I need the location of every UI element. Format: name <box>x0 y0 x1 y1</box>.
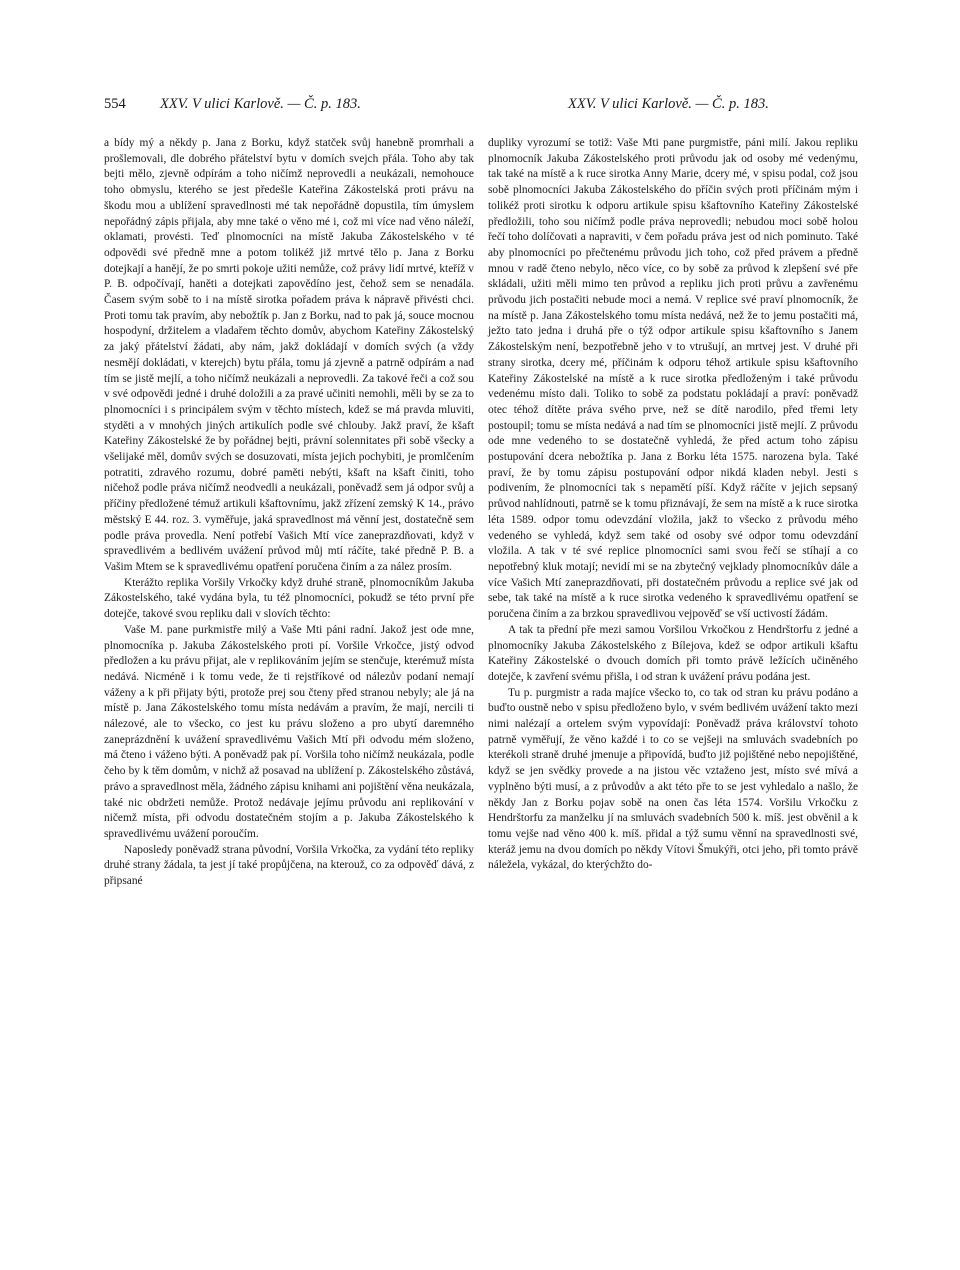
page-number: 554 <box>104 96 126 112</box>
left-column <box>104 136 474 890</box>
right-column <box>488 136 858 874</box>
running-head-left: XXV. V ulici Karlově. — Č. p. 183. <box>160 96 361 112</box>
running-head-right: XXV. V ulici Karlově. — Č. p. 183. <box>568 96 769 112</box>
paragraph: Tu p. purgmistr a rada majíce všecko to, co tak od stran ku právu podáno a buďto oustně nebo v spisu předloženo bylo, v svém bedlivém uvážení takto mezi nimi nalézají a ortelem svým vypovídají: Poněvadž práva království tohoto patrně vyměřují, že věno každé i to co se vejšeji na smluvách svadebních po kterékoli straně druhé jmenuje a připovídá, buďto již pojištěné nebo nepojištěné, když se jen svědky provede a na jistou věc vztaženo jest, místo své mívá a vyplněno býti musí, a z průvodův a akt této pře to se jest vyhledalo a našlo, že někdy Jan z Borku pojav sobě na onen čas léta 1574. Voršilu Vrkočku z Hendrštorfu za manželku jí na smluvách svadebních 500 k. míš. jest obvěnil a k tomu vejše nad věno 400 k. míš. přidal a týž sumu věnní na spravedlnosti své, kteráž jemu na dvou domích po někdy Vítovi Šmukýři, otci jeho, při tomto právě náležela, vykázal, do kterýchžto do- <box>488 686 858 872</box>
paragraph: Naposledy poněvadž strana původní, Voršila Vrkočka, za vydání této repliky druhé strany žádala, ta jest jí také propůjčena, na kterouž, co za odpověď dává, z připsané <box>104 843 474 888</box>
paragraph: Kterážto replika Voršily Vrkočky když druhé straně, plnomocníkům Jakuba Zákostelského, také vydána byla, tu též plnomocníci, pokudž se této první pře dotejče, takové svou repliku dali v slovích těchto: <box>104 576 474 621</box>
paragraph: dupliky vyrozumí se totiž: Vaše Mti pane purgmistře, páni milí. Jakou repliku plnomocník Jakuba Zákostelského proti průvodu jak od osoby mé vedenýmu, tak také na místě a k ruce sirotka Anny Marie, dcery mé, v spisu podal, což jsou sobě plnomocníci Jakuba Zákostelského do příčin svých proti příčinám mým i tolikéž proti sirotku k odporu artikule spisu kšaftovního Kateřiny Zákostelské předložili, toho sou ničímž podle práva neprovedli; nebudou moci sobě holou řečí toho dolíčovati a napraviti, v čem pořadu práva jest od nich pominuto. Také aby plnomocníci po přečtenému průvodu jich toho, což před právem a předně mnou v radě čteno nebylo, něco více, co by sobě za průvod k zlepšení své pře skládali, užiti měli mimo ten průvod a repliku jich proti průvu a zavřenému průvodu jich postačiti nebude moci a nemá. V replice své praví plnomocník, že na místě p. Jana Zákostelského tomu místa nedává, než že to jemu postačiti má, ježto tato jedna i druhá pře o týž odpor artikule spisu kšaftovního s Janem Zákostelským není, bezpotřebně jeho v to vtrušují, an mrtvej jest. V druhé při strany sirotka, dcery mé, příčinám k odporu téhož artikule spisu kšaftovního Kateřiny Zákostelské na místě a k ruce sirotka předloženým i také průvodu vedenému místo dali. Toliko to sobě za podstatu pokládají a praví: poněvadž otec téhož dítěte práva svého prve, než se dítě narodilo, před třemi lety postoupil; tomu se místa nedává a nad tím se plnomocníci jistě mejlí. Z průvodu ode mne vedeného to se dostatečně vyhledá, že před actum toho zápisu postupování dcera nebožtíka p. Jana z Borku léta 1575. narozena byla. Také praví, že by tomu zápisu postupování odpor nikdá kladen nebyl. Jesti s podivením, že plnomocníci tak s nepamětí píší. Když ráčíte v jejich sepsaný průvod nahlídnouti, patrně se k tomu přiznávají, že sem na místě a k ruce sirotka léta 1589. odpor tomu odevzdání vložila, jakž to všecko z průvodu mého vedeného se vyhledá, když sem také od osoby své odpor tomu odevzdání vložila. A tak v té své replice plnomocníci sami svou řečí se stíhají a co nepotřebný kluk motají; nevidí mi se na zbytečný vejklady plnomocníkův dále a více Vašich Mtí zaneprazdňovati, při dostatečném průvodu a replice své jak od sebe, tak také na místě a k ruce sirotka vedeného k spravedlivému opatření se poručena činím a za brzkou spravedlivou vejpověď se vší uctivostí žádám. <box>488 137 858 621</box>
paragraph: a bídy mý a někdy p. Jana z Borku, když statček svůj hanebně promrhali a prošlemovali, dle dobrého přátelství bytu v domích svejch přála. Toho aby tak bejti mělo, zjevně odpírám a toho ničímž neprovedli a neukázali, nemohouce toho obmyslu, kterého se jest předešle Kateřina Zákostelská proti právu na škodu mou a ublížení spravedlnosti mé tak nepořádně dopustila, tím úmyslem nepořádný zápis přijala, aby mne také o věno mé i, což mi více nad věno náleží, oklamati, provésti. Teď plnomocníci na místě Jakuba Zákostelského v té odpovědi své předně mne a potom tolikéž již mrtvé tělo p. Jana z Borku dotejkají a hanějí, že po smrti pokoje užiti nemůže, což právy lidí mrtvé, kteříž v P. B. odpočívají, haněti a dotejkati zapovědíno jest, čehož sem se nenadála. Časem svým sobě to i na místě sirotka pořadem práva k nápravě přivésti chci. Proti tomu tak pravím, aby nebožtík p. Jan z Borku, nad to pak já, souce mocnou hospodyní, držitelem a vladařem těchto domův, abychom Kateřiny Zákostelský za jaký přátelství žádati, aby nám, jakž dokládají v domích svých (a vždy nesmějí dokládati, v kterejch) bytu přála, tomu já zjevně a patrně odpírám a nad tím se jistě mejlí, a toho ničímž neukázali a neprovedli. Za takové řeči a což sou v své odpovědi jedné i druhé doložili a za pravé učiniti nemohli, měli by se za to plnomocníci i s principálem svým v těchto místech, kdež se má pravda mluviti, styděti a v mnohých jiných artikulích podle své chlouby. Jakž praví, že kšaft Kateřiny Zákostelské že by pořádnej bejti, právní solennitates při sobě všecky a všelijaké měl, domův svých se dosuzovati, místa jejich pochybiti, je promlčením potratiti, zdravého rozumu, dobré paměti nebýti, kšaft na kšaft činiti, toho ničehož podle práva ničímž neodvedli a neukázali, poněvadž sem já odpor svůj a příčiny předložené témuž artikuli kšaftovnímu, jakž zřízení zemský K 14., právo městský E 44. roz. 3. vyměřuje, jaká spravedlnost má věnní jest, dostatečně sem podle práva provedla. Není potřebí Vašich Mtí více zaneprazdňovati, když v spravedlivém a bedlivém uvážení průvod můj mtí ráčíte, také předně P. B. a Vašim Mtem se k spravedlivému opatření poručena činím a za nález prosím. <box>104 137 474 573</box>
paragraph: A tak ta přední pře mezi samou Voršilou Vrkočkou z Hendrštorfu z jedné a plnomocníky Jakuba Zákostelského z Bílejova, kdež se odpor artikuli kšaftu Kateřiny Zákostelské o dvouch domích při tomto právě ležících učiněného dotejče, k zavření svému přišla, i od stran k uvážení právu podána jest. <box>488 623 858 683</box>
paragraph: Vaše M. pane purkmistře milý a Vaše Mti páni radní. Jakož jest ode mne, plnomocníka p. Jakuba Zákostelského proti pí. Voršile Vrkočce, jistý odvod předložen a ku právu přijat, ale v replikováním jejím se stenčuje, kterémuž místa nedává. Nicméně i k tomu vede, že ti rejstříkové od nálezův podaní nemají váženy a k při přijaty býti, protože prej sou čteny před stranou nebyly; ale já na místě p. Jana Zákostelského tomu místa nedávám a pravím, že mají, nercili ti nálezové, ale to všecko, co jest ku právu složeno a pro ubytí daremného zaneprázdnění k uvážení spravedlivému Vašich Mtí při odvodu mém složeno, má čteno i váženo býti. A poněvadž pak pí. Voršila toho ničímž neukázala, podle čeho by k těm domům, v nichž až posavad na ublížení p. Zákostelského zůstává, právo a spravedlnost měla, žádného zápisu knihami ani pojištění věna neukázala, také nic obdržeti nemůže. Protož nedávaje jejímu průvodu ani replikování v ničemž místa, při odvodu dostatečném stojím a p. Jakuba Zákostelského k spravedlivému uvážení poroučím. <box>104 623 474 840</box>
